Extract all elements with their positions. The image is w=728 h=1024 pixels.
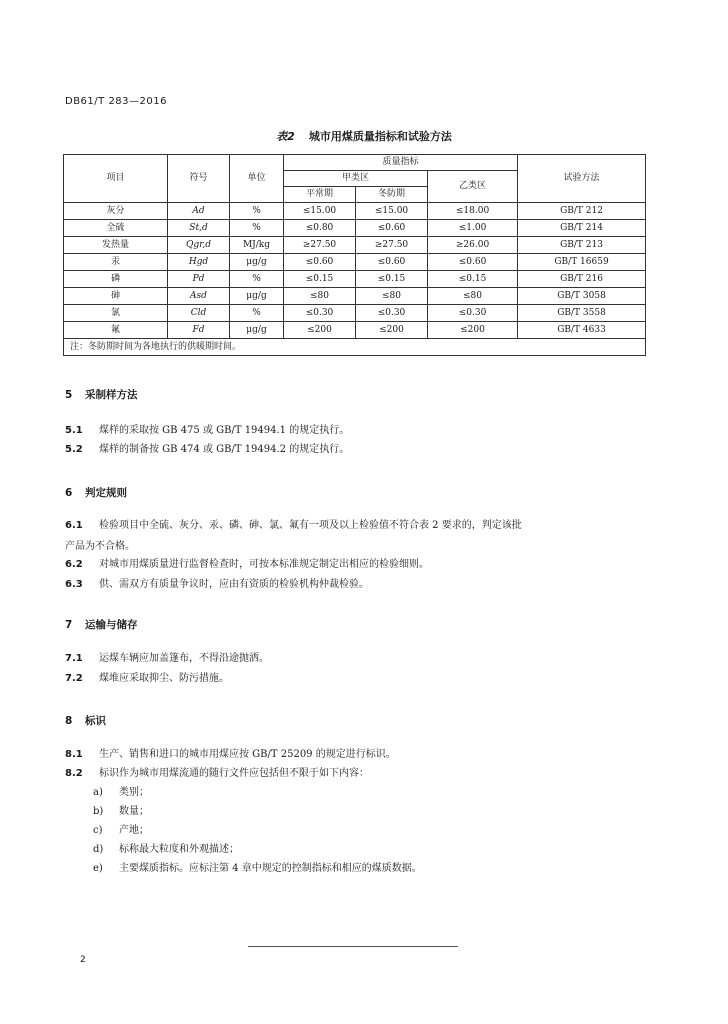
cell-winter: ≤0.60 [356,254,428,271]
table-row [64,271,646,288]
header-item: 项目 [64,155,168,203]
cell-unit: μg/g [230,322,284,339]
cell-winter: ≤0.30 [356,305,428,322]
cell-item: 氟 [64,322,168,339]
clause-7-1: 7.1 运煤车辆应加盖篷布，不得沿途抛洒。 [65,653,269,664]
cell-winter: ≤15.00 [356,203,428,220]
cell-symbol: Cld [168,305,230,322]
clause-7-2: 7.2 煤堆应采取抑尘、防污措施。 [65,673,229,684]
cell-unit: μg/g [230,288,284,305]
cell-normal: ≤0.80 [284,220,356,237]
cell-symbol: Fd [168,322,230,339]
cell-winter: ≥27.50 [356,237,428,254]
list-item: b) 数量； [93,806,149,817]
cell-symbol: Hgd [168,254,230,271]
table-caption [0,128,728,144]
table-note: 注：冬防期时间为各地执行的供暖期时间。 [64,339,646,356]
clause-5-1: 5.1 煤样的采取按 GB 475 或 GB/T 19494.1 的规定执行。 [65,425,350,436]
cell-symbol: Asd [168,288,230,305]
cell-class-b: ≤80 [428,288,518,305]
cell-item: 灰分 [64,203,168,220]
table-title: 城市用煤质量指标和试验方法 [308,130,452,143]
cell-symbol: Qgr,d [168,237,230,254]
header-symbol: 符号 [168,155,230,203]
cell-winter: ≤200 [356,322,428,339]
clause-5-2: 5.2 煤样的制备按 GB 474 或 GB/T 19494.2 的规定执行。 [65,444,350,455]
clause-8-1: 8.1 生产、销售和进口的城市用煤应按 GB/T 25209 的规定进行标识。 [65,749,396,760]
section-title: 运输与储存 [85,619,138,631]
cell-winter: ≤80 [356,288,428,305]
cell-item: 发热量 [64,237,168,254]
section-number: 6 [65,487,73,499]
cell-method: GB/T 3558 [518,305,646,322]
cell-unit: μg/g [230,254,284,271]
table-row [64,288,646,305]
page-number: 2 [80,955,86,965]
cell-item: 汞 [64,254,168,271]
cell-class-b: ≤1.00 [428,220,518,237]
section-heading [65,485,127,500]
cell-method: GB/T 4633 [518,322,646,339]
header-class-b: 乙类区 [428,171,518,203]
cell-normal: ≤0.60 [284,254,356,271]
cell-method: GB/T 214 [518,220,646,237]
cell-item: 氯 [64,305,168,322]
header-class-a: 甲类区 [284,171,428,187]
cell-normal: ≤15.00 [284,203,356,220]
section-number: 8 [65,715,73,727]
header-quality: 质量指标 [284,155,518,171]
cell-symbol: Pd [168,271,230,288]
section-title: 标识 [85,715,106,727]
table-label: 表2 [276,130,295,143]
cell-item: 磷 [64,271,168,288]
cell-normal: ≤0.15 [284,271,356,288]
list-item: e) 主要煤质指标。应标注第 4 章中规定的控制指标和相应的煤质数据。 [93,863,422,874]
cell-symbol: Ad [168,203,230,220]
cell-unit: MJ/kg [230,237,284,254]
cell-method: GB/T 16659 [518,254,646,271]
table-note-row [64,339,646,356]
section-title: 采制样方法 [85,389,138,401]
table-row [64,237,646,254]
cell-method: GB/T 3058 [518,288,646,305]
clause-6-2: 6.2 对城市用煤质量进行监督检查时，可按本标准规定制定出相应的检验细则。 [65,559,429,570]
cell-unit: % [230,305,284,322]
cell-normal: ≤0.30 [284,305,356,322]
section-heading [65,387,138,402]
cell-class-b: ≤200 [428,322,518,339]
list-item: c) 产地； [93,825,149,836]
standard-code: DB61/T 283—2016 [65,96,167,107]
table-row [64,305,646,322]
cell-unit: % [230,220,284,237]
list-item: d) 标称最大粒度和外观描述； [93,844,239,855]
list-item: a) 类别； [93,787,149,798]
header-normal-period: 平常期 [284,187,356,203]
cell-winter: ≤0.15 [356,271,428,288]
cell-normal: ≤80 [284,288,356,305]
cell-normal: ≥27.50 [284,237,356,254]
cell-item: 全硫 [64,220,168,237]
cell-method: GB/T 213 [518,237,646,254]
section-heading [65,713,106,728]
header-unit: 单位 [230,155,284,203]
cell-class-b: ≤0.30 [428,305,518,322]
section-number: 5 [65,389,73,401]
clause-6-1: 6.1 检验项目中全硫、灰分、汞、磷、砷、氯、氟有一项及以上检验值不符合表 2 要求的，判定该批 [65,520,522,531]
cell-class-b: ≤0.60 [428,254,518,271]
cell-class-b: ≤0.15 [428,271,518,288]
section-number: 7 [65,619,73,631]
coal-quality-table [63,154,646,356]
section-heading [65,617,138,632]
clause-8-2: 8.2 标识作为城市用煤流通的随行文件应包括但不限于如下内容： [65,768,369,779]
cell-unit: % [230,271,284,288]
clause-6-3: 6.3 供、需双方有质量争议时，应由有资质的检验机构仲裁检验。 [65,579,369,590]
header-winter-period: 冬防期 [356,187,428,203]
cell-winter: ≤0.60 [356,220,428,237]
header-method: 试验方法 [518,155,646,203]
table-row [64,322,646,339]
table-row [64,254,646,271]
cell-unit: % [230,203,284,220]
cell-symbol: St,d [168,220,230,237]
cell-normal: ≤200 [284,322,356,339]
cell-class-b: ≤18.00 [428,203,518,220]
section-title: 判定规则 [85,487,127,499]
cell-method: GB/T 212 [518,203,646,220]
cell-class-b: ≥26.00 [428,237,518,254]
end-rule [248,946,458,947]
table-row [64,203,646,220]
table-row [64,220,646,237]
clause-6-1-continued: 产品为不合格。 [65,541,135,552]
cell-item: 砷 [64,288,168,305]
cell-method: GB/T 216 [518,271,646,288]
